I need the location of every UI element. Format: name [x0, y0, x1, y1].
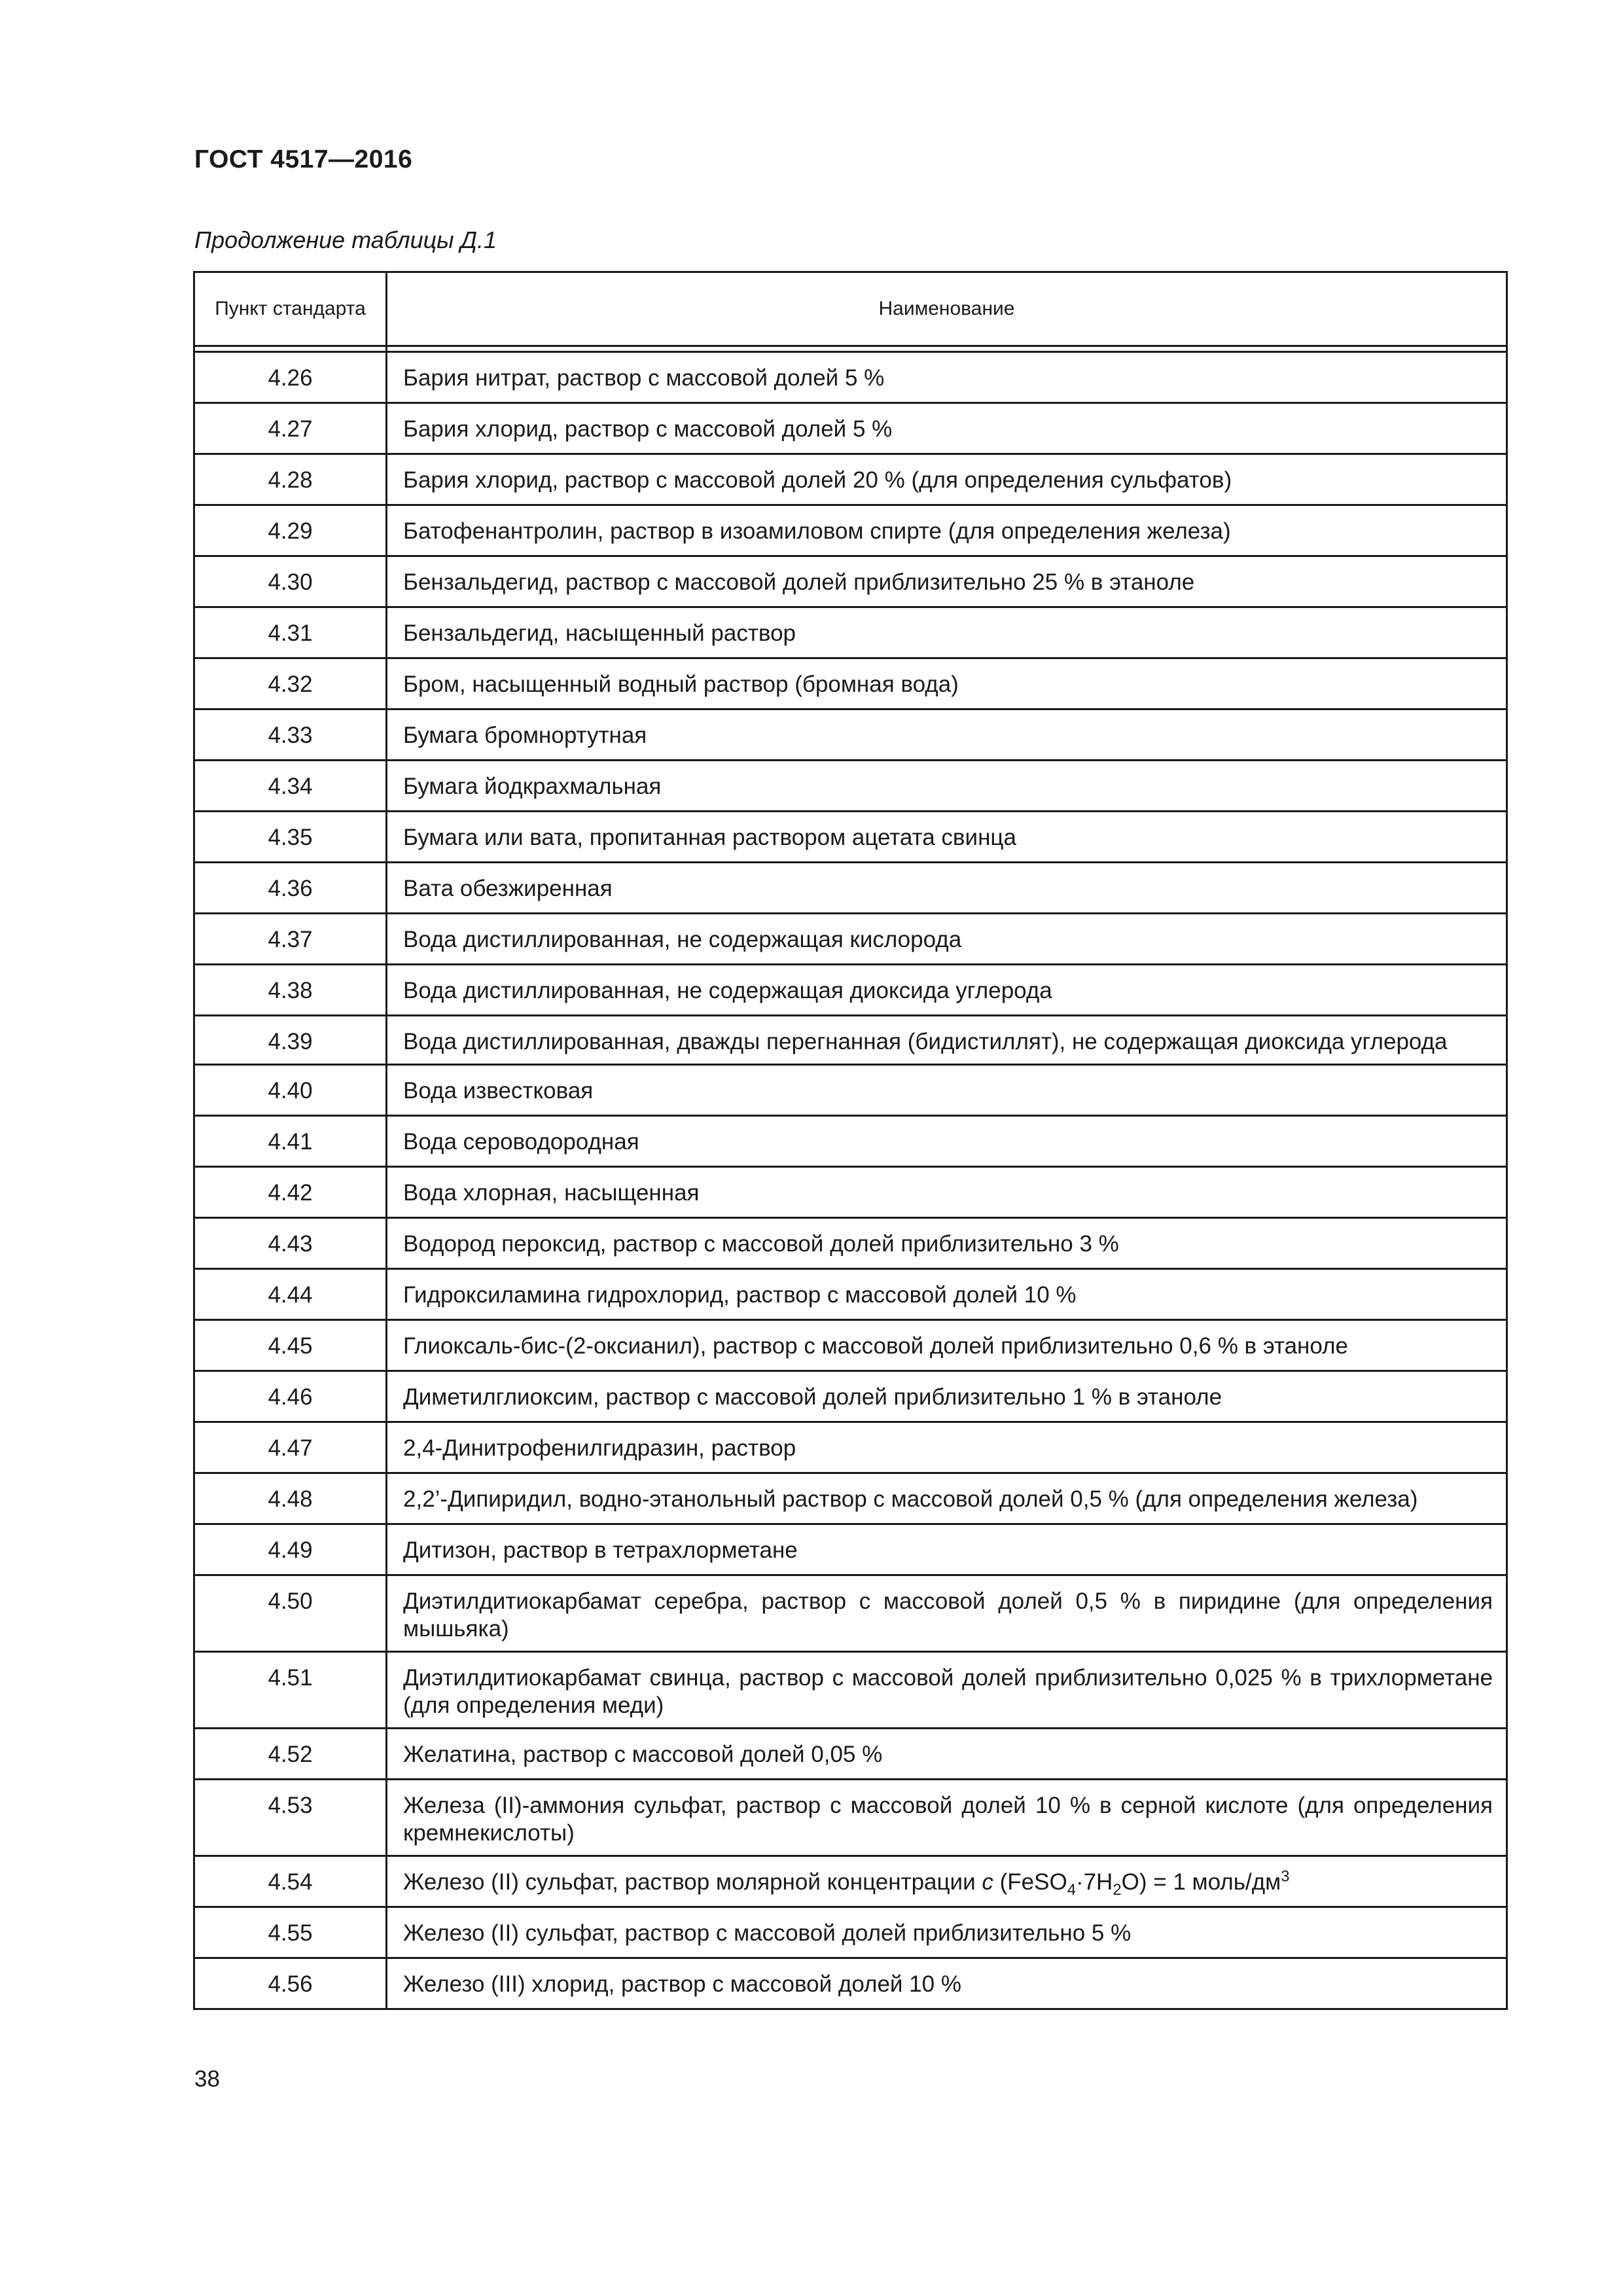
reagent-name: Бумага бромнортутная	[387, 709, 1507, 761]
formula-text: Железо (II) сульфат, раствор молярной концентрации	[403, 1869, 982, 1895]
reagent-name: Бензальдегид, раствор с массовой долей приблизительно 25 % в этаноле	[387, 556, 1507, 607]
table-row	[194, 607, 1507, 658]
table-row	[194, 658, 1507, 709]
header-separator	[387, 346, 1507, 352]
clause-number: 4.52	[194, 1729, 387, 1780]
clause-number: 4.50	[194, 1575, 387, 1652]
reagent-name: Вода сероводородная	[387, 1116, 1507, 1167]
clause-number: 4.44	[194, 1269, 387, 1320]
formula-superscript: 3	[1281, 1867, 1290, 1886]
formula-text: 7H	[1083, 1869, 1113, 1895]
table-row	[194, 1575, 1507, 1652]
clause-number: 4.34	[194, 761, 387, 812]
clause-number: 4.32	[194, 658, 387, 709]
clause-number: 4.56	[194, 1958, 387, 2009]
clause-number: 4.39	[194, 1016, 387, 1065]
formula-dot: ·	[1075, 1869, 1084, 1895]
clause-number: 4.30	[194, 556, 387, 607]
clause-number: 4.49	[194, 1524, 387, 1575]
clause-number: 4.54	[194, 1856, 387, 1907]
table-row	[194, 352, 1507, 403]
reagent-name: Дитизон, раствор в тетрахлорметане	[387, 1524, 1507, 1575]
reagent-name: Бария нитрат, раствор с массовой долей 5 %	[387, 352, 1507, 403]
clause-number: 4.35	[194, 812, 387, 863]
reagent-name: Гидроксиламина гидрохлорид, раствор с массовой долей 10 %	[387, 1269, 1507, 1320]
formula-text: (FeSO	[993, 1869, 1067, 1895]
clause-number: 4.38	[194, 965, 387, 1016]
formula-text: O) = 1 моль/дм	[1121, 1869, 1281, 1895]
table-row	[194, 1016, 1507, 1065]
clause-number: 4.31	[194, 607, 387, 658]
reagent-name: Бром, насыщенный водный раствор (бромная вода)	[387, 658, 1507, 709]
table-row	[194, 1473, 1507, 1524]
reagent-name: Диэтилдитиокарбамат серебра, раствор с массовой долей 0,5 % в пиридине (для определения мышьяка)	[387, 1575, 1507, 1652]
formula-subscript: 4	[1067, 1881, 1076, 1899]
clause-number: 4.45	[194, 1320, 387, 1371]
table-row	[194, 403, 1507, 454]
table-row	[194, 1856, 1507, 1907]
table-row	[194, 812, 1507, 863]
table-row	[194, 505, 1507, 556]
clause-number: 4.33	[194, 709, 387, 761]
table-row	[194, 1729, 1507, 1780]
table-row	[194, 1422, 1507, 1473]
reagent-name: Железа (II)-аммония сульфат, раствор с массовой долей 10 % в серной кислоте (для определения кремнекислоты)	[387, 1780, 1507, 1856]
table-row	[194, 1524, 1507, 1575]
table-row	[194, 556, 1507, 607]
clause-number: 4.55	[194, 1907, 387, 1958]
clause-number: 4.48	[194, 1473, 387, 1524]
clause-number: 4.29	[194, 505, 387, 556]
clause-number: 4.27	[194, 403, 387, 454]
table-row	[194, 1167, 1507, 1218]
reagent-name: Диметилглиоксим, раствор с массовой долей приблизительно 1 % в этаноле	[387, 1371, 1507, 1422]
page-number: 38	[194, 2066, 220, 2092]
clause-number: 4.46	[194, 1371, 387, 1422]
clause-number: 4.51	[194, 1652, 387, 1729]
table-row	[194, 1652, 1507, 1729]
reagent-name: 2,2’-Дипиридил, водно-этанольный раствор с массовой долей 0,5 % (для определения железа)	[387, 1473, 1507, 1524]
reagent-name: Железо (III) хлорид, раствор с массовой долей 10 %	[387, 1958, 1507, 2009]
reagent-name: Вода хлорная, насыщенная	[387, 1167, 1507, 1218]
table-caption: Продолжение таблицы Д.1	[194, 226, 497, 253]
concentration-symbol: c	[982, 1869, 993, 1895]
reagent-name: Вода известковая	[387, 1065, 1507, 1116]
reagent-name: Вода дистиллированная, не содержащая диоксида углерода	[387, 965, 1507, 1016]
column-header-clause: Пункт стандарта	[194, 272, 387, 346]
clause-number: 4.42	[194, 1167, 387, 1218]
clause-number: 4.28	[194, 454, 387, 505]
reagent-name: Диэтилдитиокарбамат свинца, раствор с массовой долей приблизительно 0,025 % в трихлорметане (для определения меди)	[387, 1652, 1507, 1729]
reagent-name: Вата обезжиренная	[387, 863, 1507, 914]
document-header: ГОСТ 4517—2016	[194, 145, 413, 173]
clause-number: 4.47	[194, 1422, 387, 1473]
table-row	[194, 1269, 1507, 1320]
clause-number: 4.37	[194, 914, 387, 965]
reagents-table	[193, 271, 1508, 2010]
table-row	[194, 914, 1507, 965]
reagent-name: Вода дистиллированная, не содержащая кислорода	[387, 914, 1507, 965]
clause-number: 4.36	[194, 863, 387, 914]
reagent-name: Желатина, раствор с массовой долей 0,05 %	[387, 1729, 1507, 1780]
header-separator	[194, 346, 387, 352]
reagent-name: Батофенантролин, раствор в изоамиловом спирте (для определения железа)	[387, 505, 1507, 556]
reagent-name: Бумага йодкрахмальная	[387, 761, 1507, 812]
table-row	[194, 863, 1507, 914]
reagent-name: 2,4-Динитрофенилгидразин, раствор	[387, 1422, 1507, 1473]
table-body	[194, 352, 1507, 2009]
clause-number: 4.40	[194, 1065, 387, 1116]
column-header-name: Наименование	[387, 272, 1507, 346]
table-row	[194, 965, 1507, 1016]
reagent-name: Бария хлорид, раствор с массовой долей 20 % (для определения сульфатов)	[387, 454, 1507, 505]
table-row	[194, 1116, 1507, 1167]
table-row	[194, 1958, 1507, 2009]
table-row	[194, 1780, 1507, 1856]
reagent-name: Бария хлорид, раствор с массовой долей 5 %	[387, 403, 1507, 454]
reagent-name: Глиоксаль-бис-(2-оксианил), раствор с массовой долей приблизительно 0,6 % в этаноле	[387, 1320, 1507, 1371]
table-row	[194, 1320, 1507, 1371]
reagent-name: Бумага или вата, пропитанная раствором ацетата свинца	[387, 812, 1507, 863]
reagent-name: Железо (II) сульфат, раствор с массовой долей приблизительно 5 %	[387, 1907, 1507, 1958]
table-row	[194, 1907, 1507, 1958]
reagent-name: Бензальдегид, насыщенный раствор	[387, 607, 1507, 658]
reagent-name: Вода дистиллированная, дважды перегнанная (бидистиллят), не содержащая диоксида углерода	[387, 1016, 1507, 1065]
clause-number: 4.43	[194, 1218, 387, 1269]
formula-subscript: 2	[1113, 1881, 1122, 1899]
clause-number: 4.53	[194, 1780, 387, 1856]
table-row	[194, 454, 1507, 505]
table-row	[194, 1218, 1507, 1269]
table-row	[194, 761, 1507, 812]
clause-number: 4.41	[194, 1116, 387, 1167]
reagent-name-formula	[387, 1856, 1507, 1907]
table-row	[194, 709, 1507, 761]
clause-number: 4.26	[194, 352, 387, 403]
table-row	[194, 1065, 1507, 1116]
reagent-name: Водород пероксид, раствор с массовой долей приблизительно 3 %	[387, 1218, 1507, 1269]
table-row	[194, 1371, 1507, 1422]
